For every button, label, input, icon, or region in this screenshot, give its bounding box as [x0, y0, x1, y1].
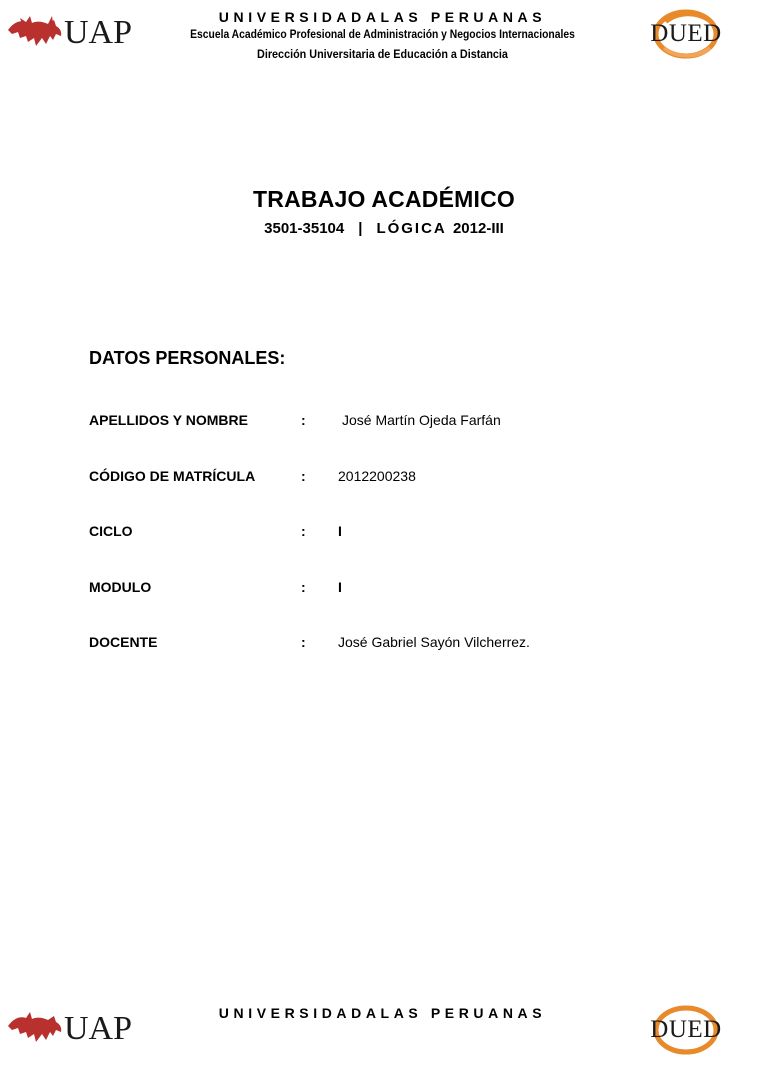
dued-logo-text: DUED: [650, 1016, 722, 1043]
direction-name: Dirección Universitaria de Educación a Distancia: [257, 47, 508, 61]
uap-logo: [6, 10, 136, 54]
field-value: I: [338, 523, 342, 539]
next-page-header: [0, 996, 768, 1076]
dued-logo: [636, 8, 736, 60]
field-row-module: [89, 577, 689, 633]
field-label: DOCENTE: [89, 634, 158, 650]
winged-bull-icon: [6, 12, 66, 52]
field-row-name: [89, 410, 689, 466]
university-name: UNIVERSIDADALAS PERUANAS: [218, 9, 547, 25]
field-colon: :: [301, 578, 306, 595]
field-row-cycle: [89, 521, 689, 577]
winged-bull-icon: [6, 1008, 66, 1048]
institution-block: [140, 8, 625, 62]
course-term: 2012-III: [452, 220, 504, 237]
uap-logo-text: UAP: [64, 14, 133, 51]
field-label: CÓDIGO DE MATRÍCULA: [89, 467, 256, 484]
field-value: José Gabriel Sayón Vilcherrez.: [338, 634, 530, 650]
page-header: [0, 0, 768, 80]
field-colon: :: [301, 467, 306, 484]
dued-logo: [636, 1004, 736, 1056]
personal-data-list: [89, 410, 689, 688]
field-label: MODULO: [89, 578, 152, 595]
field-label: APELLIDOS Y NOMBRE: [89, 412, 248, 428]
uap-logo-text: UAP: [64, 1010, 133, 1047]
field-row-teacher: [89, 632, 689, 688]
field-value: José Martín Ojeda Farfán: [342, 412, 501, 428]
university-name: UNIVERSIDADALAS PERUANAS: [218, 1005, 547, 1021]
dued-logo-text: DUED: [650, 20, 722, 47]
course-code: 3501-35104: [264, 220, 345, 237]
course-name: LÓGICA: [376, 220, 447, 237]
institution-block: [140, 1004, 625, 1022]
field-label: CICLO: [89, 523, 133, 539]
document-title: TRABAJO ACADÉMICO: [253, 186, 515, 212]
field-value: I: [338, 578, 342, 595]
section-title: DATOS PERSONALES:: [89, 348, 286, 368]
field-row-code: [89, 466, 689, 522]
document-subtitle: [0, 219, 768, 239]
field-colon: :: [301, 412, 306, 428]
field-colon: :: [301, 523, 306, 539]
uap-logo: [6, 1006, 136, 1050]
field-value: 2012200238: [338, 467, 416, 484]
field-colon: :: [301, 634, 306, 650]
title-block: [0, 183, 768, 239]
school-name: Escuela Académico Profesional de Administración y Negocios Internacionales: [190, 27, 575, 41]
subtitle-separator: |: [358, 220, 363, 237]
